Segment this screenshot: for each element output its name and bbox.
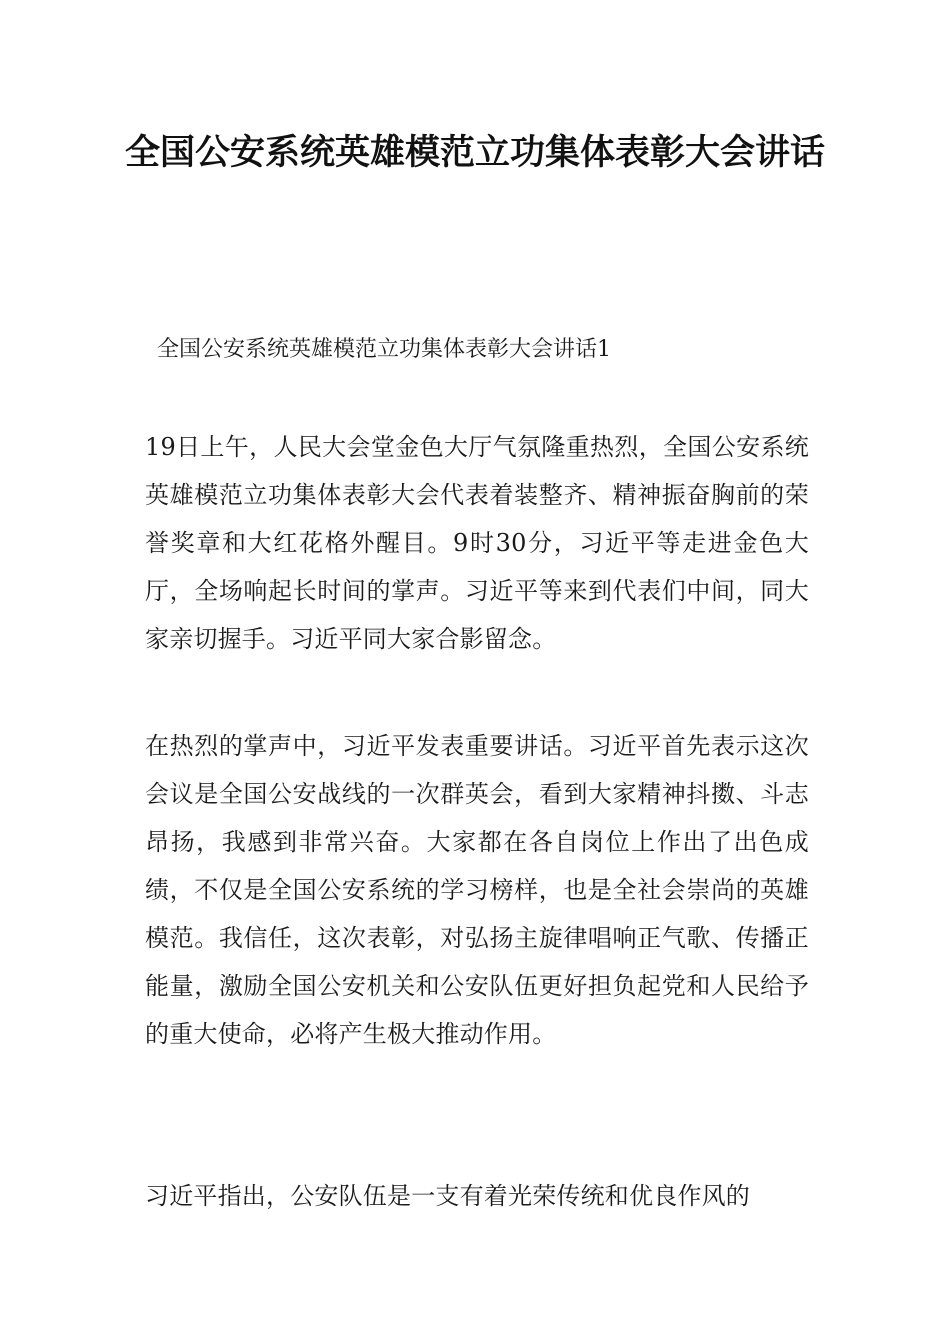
paragraph-2: 在热烈的掌声中，习近平发表重要讲话。习近平首先表示这次会议是全国公安战线的一次群英会，看到大家精神抖擞、斗志昂扬，我感到非常兴奋。大家都在各自岗位上作出了出色成绩，不仅是全国公安系统的学习榜样，也是全社会崇尚的英雄模范。我信任，这次表彰，对弘扬主旋律唱响正气歌、传播正能量，激励全国公安机关和公安队伍更好担负起党和人民给予的重大使命，必将产生极大推动作用。 — [145, 732, 809, 1048]
paragraph-1: 19日上午，人民大会堂金色大厅气氛隆重热烈，全国公安系统英雄模范立功集体表彰大会代表着装整齐、精神振奋胸前的荣誉奖章和大红花格外醒目。9时30分，习近平等走进金色大厅，全场响起长时间的掌声。习近平等来到代表们中间，同大家亲切握手。习近平同大家合影留念。 — [145, 433, 809, 653]
document-subtitle: 全国公安系统英雄模范立功集体表彰大会讲话1 — [157, 337, 611, 362]
paragraph-3: 习近平指出，公安队伍是一支有着光荣传统和优良作风的 — [145, 1182, 750, 1210]
document-title: 全国公安系统英雄模范立功集体表彰大会讲话 — [124, 133, 825, 173]
